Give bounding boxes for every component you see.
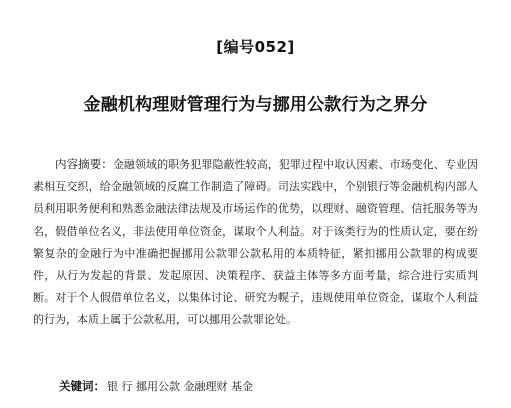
keywords-line — [59, 377, 479, 396]
abstract-label: 内容摘要： — [55, 157, 113, 171]
abstract-paragraph — [33, 153, 478, 332]
keywords-text: 银 行 挪用公款 金融理财 基金 — [107, 380, 253, 393]
document-number: [编号052] — [216, 38, 295, 56]
keywords-label: 关键词： — [59, 379, 105, 393]
document-title: 金融机构理财管理行为与挪用公款行为之界分 — [83, 95, 428, 115]
abstract-text: 金融领域的职务犯罪隐蔽性较高，犯罪过程中取认因素、市场变化、专业因素相互交织，给金融领域的反腐工作制造了障碍。司法实践中，个别银行等金融机构内部人员利用职务便利和熟悉金融法律法规及市场运作的优势，以理财、融资管理、信托服务等为名，假借单位名义，非法使用单位资金，谋取个人利益。对于该类行为的性质认定，要在纷繁复杂的金融行为中准确把握挪用公款罪公款私用的本质特征，紧扣挪用公款罪的构成要件，从行为发起的背景、发起原因、决策程序、获益主体等多方面考量，综合进行实质判断。对于个人假借单位名义，以集体讨论、研究为幌子，违规使用单位资金，谋取个人利益的行为，本质上属于公款私用，可以挪用公款罪论处。 — [33, 158, 479, 327]
